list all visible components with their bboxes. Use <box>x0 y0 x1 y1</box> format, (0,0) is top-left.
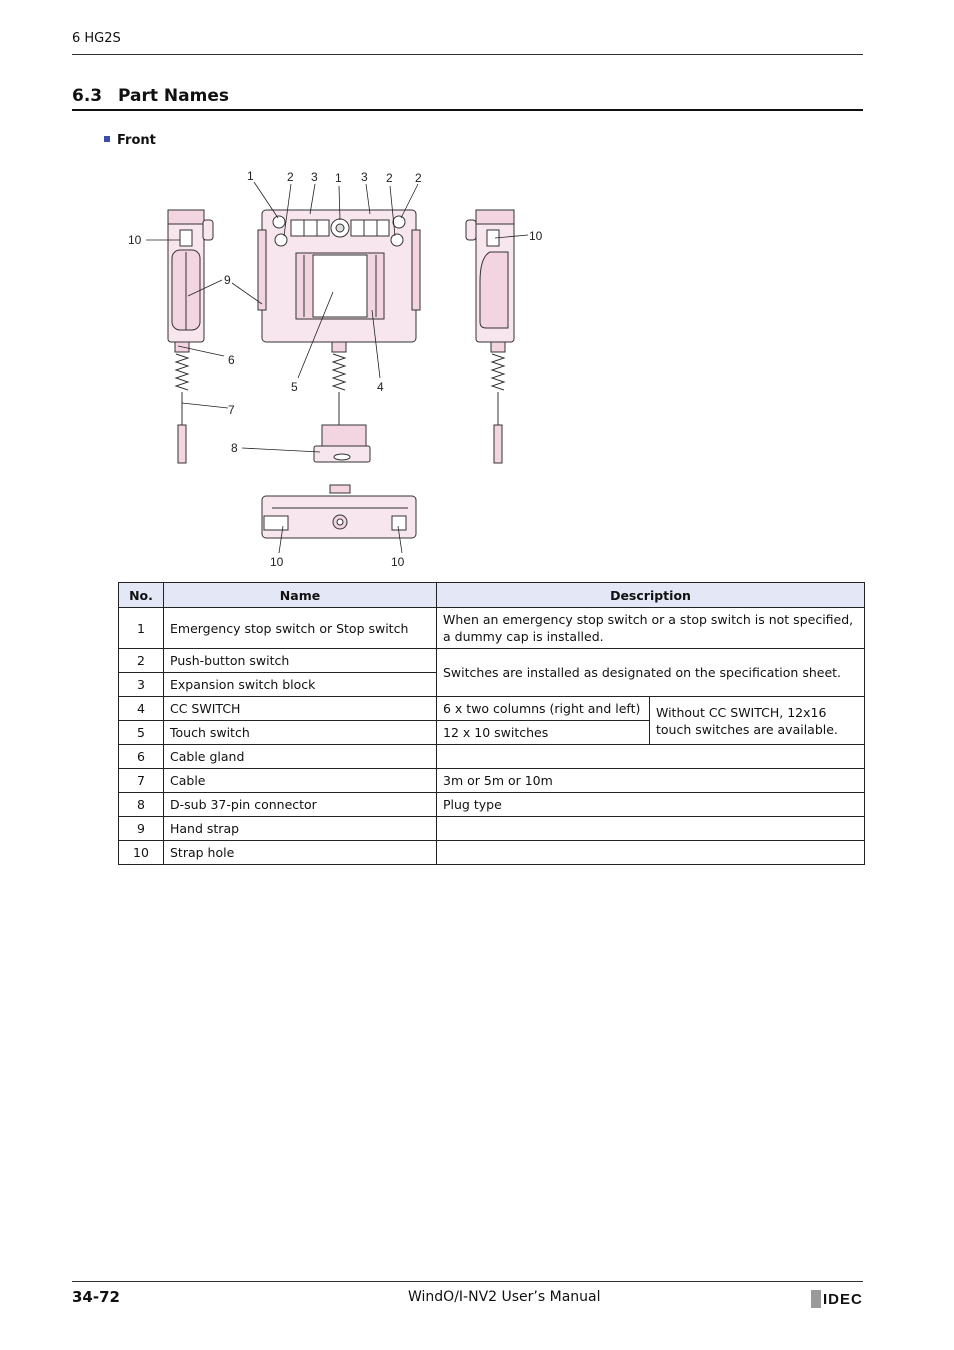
table-row <box>119 745 865 769</box>
row-no: 6 <box>119 745 164 769</box>
callout-10-strap-hole-bottom-right: 10 <box>391 555 405 569</box>
row-name: Strap hole <box>164 841 437 865</box>
row-no: 5 <box>119 721 164 745</box>
table-row <box>119 769 865 793</box>
table-row <box>119 841 865 865</box>
logo-bar-icon <box>811 1290 821 1308</box>
row-name: Expansion switch block <box>164 673 437 697</box>
row-name: D-sub 37-pin connector <box>164 793 437 817</box>
row-description: Plug type <box>437 793 865 817</box>
table-header-row <box>119 583 865 608</box>
callout-3-expansion-right: 3 <box>361 170 368 184</box>
callout-1-estop-center: 1 <box>335 171 342 185</box>
row-name: Cable <box>164 769 437 793</box>
row-no: 8 <box>119 793 164 817</box>
header-no: No. <box>119 583 164 608</box>
row-no: 2 <box>119 649 164 673</box>
row-no: 4 <box>119 697 164 721</box>
header-description: Description <box>437 583 865 608</box>
row-name: CC SWITCH <box>164 697 437 721</box>
front-view <box>258 210 420 462</box>
row-description: 6 x two columns (right and left) <box>437 697 650 721</box>
row-name: Emergency stop switch or Stop switch <box>164 608 437 649</box>
page-number: 34-72 <box>72 1288 120 1306</box>
row-note: Without CC SWITCH, 12x16 touch switches are available. <box>650 697 865 745</box>
row-no: 1 <box>119 608 164 649</box>
row-description: When an emergency stop switch or a stop switch is not specified, a dummy cap is installed. <box>437 608 865 649</box>
callout-1-estop-left: 1 <box>247 169 254 183</box>
callout-10-strap-hole-left: 10 <box>128 233 142 247</box>
part-names-table <box>118 582 865 865</box>
header-name: Name <box>164 583 437 608</box>
footer-rule <box>72 1281 863 1282</box>
row-name: Push-button switch <box>164 649 437 673</box>
row-name: Touch switch <box>164 721 437 745</box>
table-row <box>119 608 865 649</box>
callout-4-cc-switch: 4 <box>377 380 384 394</box>
left-side-view <box>168 210 213 463</box>
row-no: 3 <box>119 673 164 697</box>
callout-10-strap-hole-right: 10 <box>529 229 543 243</box>
row-no: 9 <box>119 817 164 841</box>
callout-8-dsub-connector: 8 <box>231 441 238 455</box>
row-description: Switches are installed as designated on the specification sheet. <box>437 649 865 697</box>
manual-title: WindO/I-NV2 User’s Manual <box>408 1289 601 1305</box>
row-description <box>437 817 865 841</box>
row-description <box>437 745 865 769</box>
right-side-view <box>466 210 514 463</box>
row-no: 7 <box>119 769 164 793</box>
row-name: Cable gland <box>164 745 437 769</box>
row-no: 10 <box>119 841 164 865</box>
callout-2-pushbutton-left: 2 <box>287 170 294 184</box>
callout-10-strap-hole-bottom-left: 10 <box>270 555 284 569</box>
section-title: Part Names <box>118 86 229 106</box>
bottom-view <box>262 485 416 538</box>
callout-5-touch-switch: 5 <box>291 380 298 394</box>
table-row <box>119 697 865 721</box>
callout-7-cable: 7 <box>228 403 235 417</box>
callout-2-pushbutton-right: 2 <box>415 171 422 185</box>
idec-logo <box>811 1290 863 1308</box>
subheading-text: Front <box>117 133 156 148</box>
callout-2-pushbutton-center: 2 <box>386 171 393 185</box>
chapter-header: 6 HG2S <box>72 31 121 46</box>
table-row <box>119 649 865 673</box>
callout-3-expansion-left: 3 <box>311 170 318 184</box>
logo-text: IDEC <box>823 1290 863 1308</box>
row-description: 12 x 10 switches <box>437 721 650 745</box>
callout-6-cable-gland: 6 <box>228 353 235 367</box>
row-description <box>437 841 865 865</box>
section-number: 6.3 <box>72 86 103 106</box>
table-row <box>119 817 865 841</box>
row-name: Hand strap <box>164 817 437 841</box>
device-diagram <box>0 0 954 580</box>
callout-9-hand-strap: 9 <box>224 273 231 287</box>
row-description: 3m or 5m or 10m <box>437 769 865 793</box>
table-row <box>119 793 865 817</box>
